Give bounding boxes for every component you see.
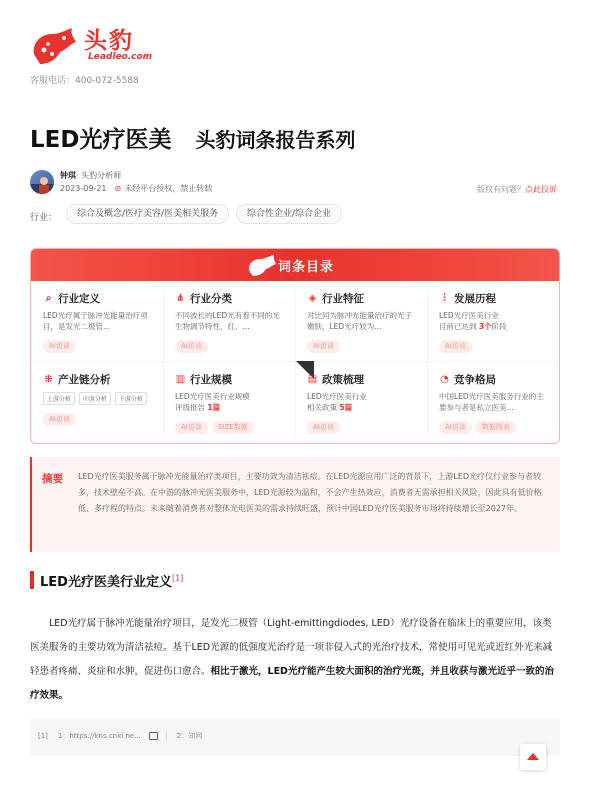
catalog-item-title: 竞争格局	[454, 374, 496, 386]
arrow-up-icon	[527, 753, 539, 760]
catalog-item-desc	[175, 391, 284, 413]
catalog-panel	[30, 248, 560, 444]
ai-interview-pill[interactable]: AI访谈	[175, 340, 208, 353]
industry-tag[interactable]: 综合性企业/综合企业	[236, 204, 342, 224]
catalog-header	[31, 249, 559, 281]
search-doc-icon: ⌕	[45, 293, 52, 304]
summary-text: LED光疗医美服务属于脉冲光能量治疗类项目，主要功效为清洁祛痘。在LED光源应用广泛的背景下，上游LED光疗仪行业参与者较多，技术壁垒不高。在中游的脉冲光医美服务中，LED光源较为温和，不会产生热效应，消费者无需承担相关风险，因此具有低价格低、多疗程的特点。未来随着消费者对整体光电医美的需求持续旺盛，预计中国LED光疗医美服务市场将持续增长至2027年。	[78, 472, 542, 513]
logo-brand-name: 头豹	[84, 28, 134, 54]
definition-paragraph	[30, 612, 560, 708]
pie-chart-icon: ◔	[440, 374, 449, 385]
prohibited-icon: ⊘	[114, 184, 122, 193]
ai-interview-pill[interactable]: AI访谈	[439, 340, 472, 353]
ai-interview-pill[interactable]: AI访谈	[43, 413, 76, 426]
author-role: · 头豹分析师	[76, 171, 122, 180]
chain-chips	[43, 392, 152, 405]
desc-highlight: 1篇	[207, 403, 221, 412]
customer-service-hotline: 客服电话：400-072-5588	[30, 76, 139, 86]
reference-link-text[interactable]: 1：https://kns.cnki.ne...	[57, 732, 141, 740]
logo-brand-domain: Leadleo.com	[88, 52, 153, 62]
divider	[166, 731, 167, 741]
catalog-item-title: 政策梳理	[322, 374, 364, 386]
catalog-item-desc: 对比同为脉冲光能量治疗的光子嫩肤，LED光疗较为...	[307, 311, 412, 331]
section-marker	[30, 571, 34, 589]
desc-text: LED光疗医美行业	[439, 311, 499, 320]
report-series: 头豹词条报告系列	[195, 128, 356, 152]
bar-chart-icon: ▥	[175, 374, 186, 385]
desc-text: 阶段	[491, 322, 507, 331]
desc-text: 评级报告	[175, 403, 208, 412]
catalog-item-title: 发展历程	[454, 293, 496, 305]
catalog-item-competition[interactable]	[427, 362, 558, 444]
copyright-complaint	[477, 184, 557, 195]
summary-box	[30, 457, 560, 552]
desc-text: LED光疗医美行业	[307, 392, 367, 401]
chart-data-pill[interactable]: 数据图表	[476, 421, 516, 434]
ai-interview-pill[interactable]: AI访谈	[307, 340, 340, 353]
publish-date: 2023-09-21	[60, 184, 107, 193]
catalog-item-desc	[307, 391, 416, 413]
catalog-item-title: 行业规模	[190, 374, 232, 386]
catalog-item-desc: LED光疗属于脉冲光能量治疗项目，是发光二极管...	[43, 311, 148, 331]
summary-label: 摘要	[42, 473, 63, 485]
reference-link[interactable]	[177, 731, 202, 741]
desc-highlight: 3个	[478, 322, 492, 331]
ai-interview-pill[interactable]: AI访谈	[439, 421, 472, 434]
desc-text: 相关政策	[307, 403, 340, 412]
industry-tag[interactable]: 综合及概念/医疗美容/医美相关服务	[66, 204, 229, 224]
references-bar	[30, 718, 560, 756]
report-title: LED光疗医美	[30, 127, 172, 153]
catalog-item-title: 行业定义	[58, 293, 100, 305]
timeline-icon: ⫶	[443, 293, 446, 304]
catalog-item-chain[interactable]	[31, 362, 162, 444]
reference-link-text[interactable]: 2：知网	[176, 732, 203, 740]
industry-label: 行业：	[30, 213, 58, 223]
hierarchy-icon: ⋔	[176, 293, 185, 304]
author-name[interactable]: 钟琪	[60, 171, 76, 180]
section-title-text: LED光疗医美行业定义	[40, 575, 172, 590]
rights-question: 版权有问题？	[477, 185, 525, 194]
catalog-title: 词条目录	[277, 260, 334, 275]
complaint-link[interactable]: 点此投诉	[525, 185, 557, 194]
feature-icon: ◈	[308, 293, 317, 304]
reprint-notice: 未经平台授权，禁止转载	[124, 184, 213, 193]
desc-text: 目前已达到	[439, 322, 479, 331]
catalog-item-desc: 中国LED光疗医美服务行业的主要参与者是私立医美...	[439, 392, 544, 412]
catalog-item-classification[interactable]	[163, 281, 294, 363]
reference-index: [1]	[38, 732, 48, 740]
catalog-item-desc	[439, 310, 548, 332]
avatar-image-icon	[30, 170, 54, 194]
catalog-item-scale[interactable]	[163, 362, 294, 444]
chain-icon: ⁜	[44, 374, 53, 385]
catalog-item-history[interactable]	[427, 281, 558, 363]
ai-interview-pill[interactable]: AI访谈	[43, 340, 76, 353]
desc-highlight: 5篇	[339, 403, 353, 412]
back-to-top-button[interactable]	[520, 744, 546, 770]
ai-interview-pill[interactable]: AI访谈	[307, 421, 340, 434]
leopard-logo-icon	[30, 24, 78, 68]
desc-text: LED光疗医美行业规模	[175, 392, 250, 401]
author-info	[60, 170, 121, 181]
midstream-chip[interactable]: 中游分析	[79, 392, 111, 405]
catalog-item-desc: 不同波长的LED光有着不同的光生物调节特性，红、...	[175, 311, 280, 331]
section-title	[40, 571, 183, 590]
paragraph-emphasis: 相比于激光，LED光疗能产生较大面积的治疗光斑，并且收获与激光近乎一致的治疗效果。	[30, 666, 554, 701]
paragraph-text: LED光疗属于脉冲光能量治疗项目，是发光二极管（Light-emittingdiodes, LED）光疗设备在临床上的重要应用，该类医美服务的主要功效为清洁祛痘。基于LED光源的低强度光治疗是一项非侵入式的光治疗技术，常使用可见光或近红外光来减轻患者疼痛、炎症和水肿，促进伤口愈合。	[30, 618, 553, 677]
size-data-pill[interactable]: SIZE数据	[212, 421, 254, 434]
catalog-item-title: 产业链分析	[58, 374, 111, 386]
publish-meta	[60, 183, 212, 194]
author-avatar[interactable]	[30, 170, 54, 194]
catalog-item-title: 行业分类	[190, 293, 232, 305]
page-title	[30, 121, 355, 154]
catalog-item-policy[interactable]	[295, 362, 426, 444]
ai-interview-pill[interactable]: AI访谈	[175, 421, 208, 434]
image-icon[interactable]	[149, 732, 158, 740]
reference-link[interactable]	[58, 731, 141, 741]
catalog-item-definition[interactable]	[31, 281, 162, 363]
document-icon: ▤	[307, 374, 318, 385]
reference-marker[interactable]: [1]	[171, 573, 184, 583]
downstream-chip[interactable]: 下游分析	[115, 392, 147, 405]
catalog-item-title: 行业特征	[322, 293, 364, 305]
catalog-item-features[interactable]	[295, 281, 426, 363]
upstream-chip[interactable]: 上游分析	[43, 392, 75, 405]
